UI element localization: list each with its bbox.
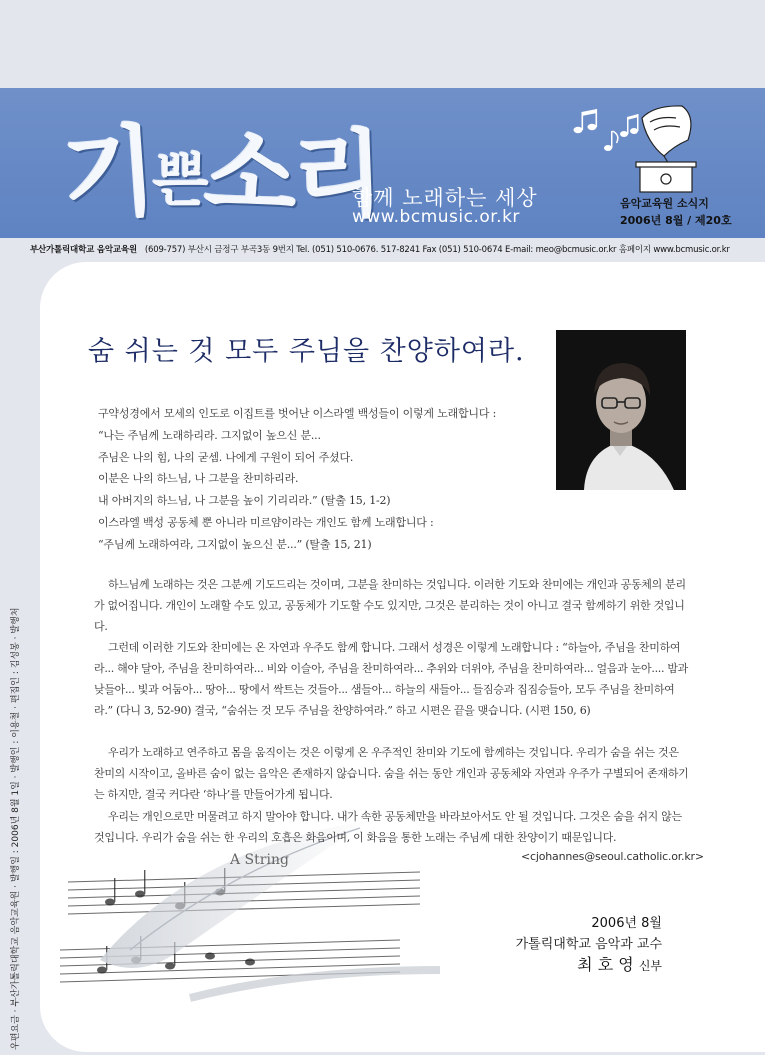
logo (58, 96, 383, 236)
logo-char: 소 (201, 116, 296, 234)
slogan: 함께 노래하는 세상 (352, 186, 538, 210)
scripture-quote (98, 403, 538, 556)
org-name: 부산가톨릭대학교 음악교육원 (30, 245, 137, 255)
quote-line: “주님께 노래하여라, 그지없이 높으신 분...” (탈출 15, 21) (98, 537, 372, 551)
author-name: 최 호 영 (577, 955, 634, 974)
quote-line: 이스라엘 백성 공동체 뿐 아니라 미르얌이라는 개인도 함께 노래합니다 : (98, 515, 434, 529)
quote-line: 구약성경에서 모세의 인도로 이집트를 벗어난 이스라엘 백성들이 이렇게 노래합니다 : (98, 407, 497, 420)
author-email[interactable]: <cjohannes@seoul.catholic.or.kr> (521, 850, 704, 863)
signature-name (577, 952, 662, 975)
gramophone-icon (636, 106, 696, 192)
sheet-caption: A String (230, 852, 289, 868)
signature-date: 2006년 8월 (591, 916, 662, 931)
quote-line: 내 아버지의 하느님, 나 그분을 높이 기리리라.” (탈출 15, 1-2) (98, 494, 391, 508)
issue-publisher: 음악교육원 소식지 (620, 197, 709, 210)
article-headline: 숨 쉬는 것 모두 주님을 찬양하여라. (88, 336, 525, 367)
paragraph-3: 우리가 노래하고 연주하고 몸을 움직이는 것은 이렇게 온 우주적인 찬미와 기도에 함께하는 것입니다. 우리가 숨을 쉬는 것은 찬미의 시작이고, 올바른 숨이 없는 음악은 존재하지 않습니다. 숨을 쉬는 동안 개인과 공동체와 자연과 우주가 구별되어 존재하기는 하지만, 결국 커다란 ‘하나’를 만들어가게 됩니다. (94, 746, 689, 801)
author-photo (556, 330, 686, 490)
signature-affiliation: 가톨릭대학교 음악과 교수 (515, 937, 662, 952)
author-title: 신부 (638, 959, 662, 973)
paragraph-2: 그런데 이러한 기도와 찬미에는 온 자연과 우주도 함께 합니다. 그래서 성경은 이렇게 노래합니다 : “하늘아, 주님을 찬미하여라... 해야 달아, 주님을 찬미하여라... 비와 이슬아, 주님을 찬미하여라... 추위와 더위야, 주님을 찬미하여라... 얼음과 눈아.... 밤과 낮들아... 빛과 어둠아... 땅아... 땅에서 싹트는 것들아... 샘들아... 하늘의 새들아... 들짐승과 집짐승들아, 모두 주님을 찬미하여라.” (다니 3, 52-90) 결국, “숨쉬는 것 모두 주님을 찬양하여라.” 하고 시편은 끝을 맺습니다. (시편 150, 6) (94, 641, 689, 717)
gramophone-illustration (570, 100, 700, 195)
logo-char: 쁜 (152, 146, 205, 214)
sheet-music-illustration (40, 820, 460, 1052)
contact-info: (609-757) 부산시 금정구 부곡3동 9번지 Tel. (051) 510-0676. 517-8241 Fax (051) 510-0674 E-mail: meo@bcmusic.or.kr 홈페이지 www.bcmusic.or.kr (144, 245, 730, 255)
quote-line: “나는 주님께 노래하리라. 그지없이 높으신 분... (98, 428, 321, 442)
issue-date: 2006년 8월 / 제20호 (620, 214, 732, 227)
quote-line: 이분은 나의 하느님, 나 그분을 찬미하리라. (98, 472, 299, 486)
paragraph-4: 우리는 개인으로만 머물려고 하지 말아야 합니다. 내가 속한 공동체만을 바라보아서도 안 될 것입니다. 그것은 숨을 쉬지 않는 것입니다. 우리가 숨을 쉬는 한 우리의 호흡은 화음이며, 이 화음을 통한 노래는 주님께 대한 찬양이기 때문입니다. (94, 810, 682, 844)
music-note-icon (574, 109, 639, 151)
logo-char: 리 (291, 120, 383, 233)
quote-line: 주님은 나의 힘, 나의 굳셈. 나에게 구원이 되어 주셨다. (98, 450, 354, 464)
paragraph-1: 하느님께 노래하는 것은 그분께 기도드리는 것이며, 그분을 찬미하는 것입니다. 이러한 기도와 찬미에는 개인과 공동체의 분리가 없어집니다. 개인이 노래할 수도 있고, 공동체가 기도할 수도 있지만, 그것은 분리하는 것이 아니고 결국 함께하기 위한 것입니다. (94, 578, 686, 633)
contact-bar (0, 240, 765, 260)
logo-char: 기 (58, 114, 158, 236)
publication-info-vertical: 우편요금 · 부산가톨릭대학교 음악교육원 · 발행일 : 2006년 8월 1일 · 발행인 : 이용철 · 편집인 : 김성봉 · 발행처 (11, 607, 21, 1050)
website-url[interactable]: www.bcmusic.or.kr (352, 207, 520, 227)
